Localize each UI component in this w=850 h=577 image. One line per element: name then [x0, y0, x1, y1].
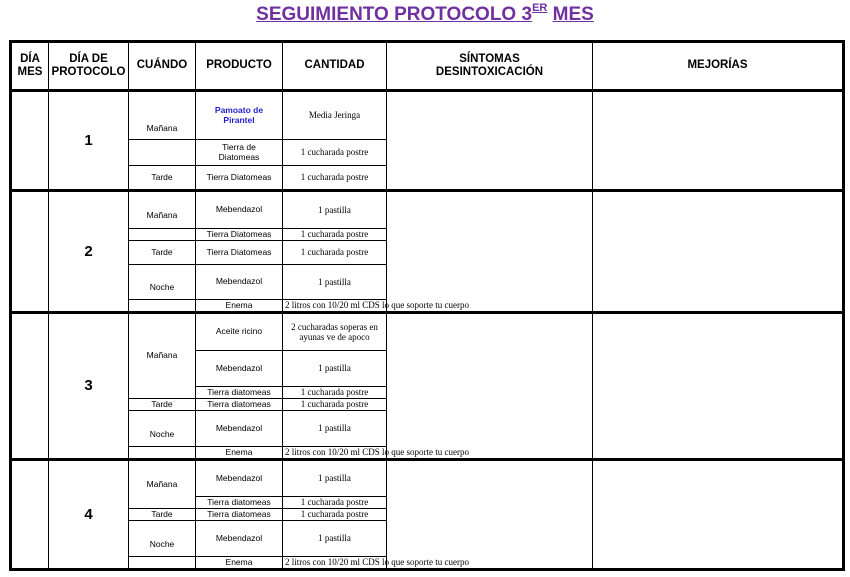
period-label: Tarde — [151, 398, 173, 409]
header-cantidad: CANTIDAD — [304, 59, 365, 72]
product-cell: Pamoato de Pirantel — [214, 104, 264, 125]
product-cell: Tierra diatomeas — [207, 496, 271, 507]
quantity-cell: 1 cucharada postre — [300, 509, 369, 520]
title-superscript: ER — [532, 2, 548, 14]
product-cell: Enema — [225, 299, 253, 310]
product-cell: Tierra Diatomeas — [206, 246, 272, 257]
quantity-cell: 1 cucharada postre — [300, 497, 369, 508]
product-cell: Mebendazol — [215, 362, 263, 373]
quantity-cell: 1 pastilla — [318, 533, 351, 544]
product-cell: Tierra diatomeas — [207, 508, 271, 519]
period-label: Noche — [149, 428, 175, 439]
title-suffix: MES — [552, 4, 594, 25]
quantity-cell: 2 litros con 10/20 ml CDS lo que soporte tu cuerpo — [285, 557, 469, 568]
header-mejorias: MEJORÍAS — [687, 59, 748, 72]
period-label: Tarde — [151, 246, 173, 257]
quantity-cell: 2 cucharadas soperas en ayunas ve de apoco — [291, 321, 378, 342]
day-number: 1 — [84, 131, 93, 149]
quantity-cell: 1 cucharada postre — [300, 247, 369, 258]
quantity-cell: 1 cucharada postre — [300, 172, 369, 183]
product-cell: Aceite ricino — [215, 326, 263, 337]
product-cell: Enema — [225, 556, 253, 567]
day-number: 4 — [84, 505, 93, 523]
period-label: Mañana — [146, 122, 178, 133]
product-cell: Mebendazol — [215, 204, 263, 215]
product-cell: Tierra diatomeas — [207, 386, 271, 397]
period-label: Tarde — [151, 508, 173, 519]
period-label: Mañana — [146, 350, 178, 361]
quantity-cell: 1 pastilla — [318, 204, 351, 215]
header-sintomas: SÍNTOMAS DESINTOXICACIÓN — [435, 52, 544, 78]
quantity-cell: 1 pastilla — [318, 276, 351, 287]
quantity-cell: 1 cucharada postre — [300, 387, 369, 398]
period-label: Noche — [149, 282, 175, 293]
product-cell: Tierra diatomeas — [207, 398, 271, 409]
day-number: 3 — [84, 377, 93, 395]
title-text: SEGUIMIENTO PROTOCOLO 3 — [256, 4, 533, 25]
header-producto: PRODUCTO — [206, 59, 272, 72]
period-label: Noche — [149, 538, 175, 549]
quantity-cell: 1 pastilla — [318, 423, 351, 434]
period-label: Tarde — [151, 171, 173, 182]
product-cell: Tierra Diatomeas — [206, 171, 272, 182]
quantity-cell: 1 cucharada postre — [300, 229, 369, 240]
header-cuando: CUÁNDO — [136, 59, 188, 72]
product-cell: Tierra de Diatomeas — [218, 141, 260, 162]
quantity-cell: 1 pastilla — [318, 473, 351, 484]
quantity-cell: 1 pastilla — [318, 363, 351, 374]
header-dia-mes: DÍA MES — [17, 52, 43, 78]
product-cell: Mebendazol — [215, 422, 263, 433]
quantity-cell: 1 cucharada postre — [300, 147, 369, 158]
quantity-cell: 1 cucharada postre — [300, 399, 369, 410]
quantity-cell: Media Jeringa — [308, 110, 361, 121]
product-cell: Tierra Diatomeas — [206, 228, 272, 239]
quantity-cell: 2 litros con 10/20 ml CDS lo que soporte tu cuerpo — [285, 447, 469, 458]
product-cell: Mebendazol — [215, 276, 263, 287]
day-number: 2 — [84, 242, 93, 260]
period-label: Mañana — [146, 478, 178, 489]
product-cell: Mebendazol — [215, 532, 263, 543]
period-label: Mañana — [146, 210, 178, 221]
header-dia-protocolo: DÍA DE PROTOCOLO — [51, 52, 126, 78]
product-cell: Enema — [225, 446, 253, 457]
quantity-cell: 2 litros con 10/20 ml CDS lo que soporte tu cuerpo — [285, 300, 469, 311]
product-cell: Mebendazol — [215, 472, 263, 483]
